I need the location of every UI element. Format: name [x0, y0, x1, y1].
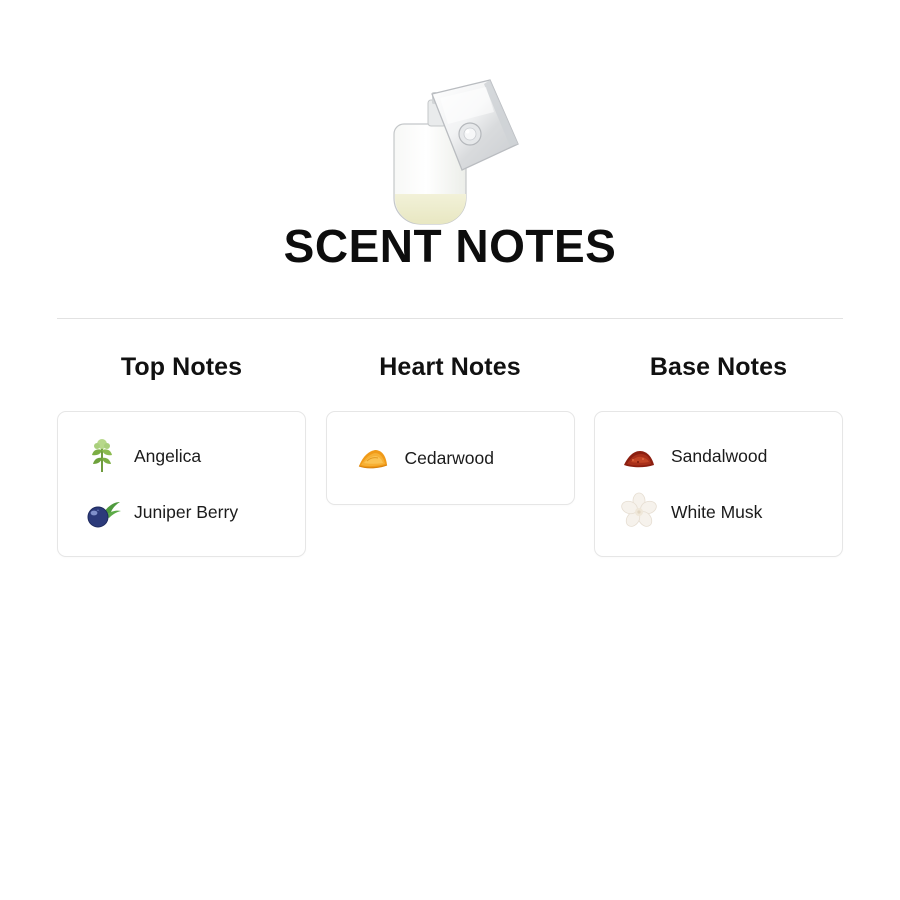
column-base-notes: [594, 353, 843, 557]
note-label: Angelica: [134, 445, 202, 466]
cap-jewel-inner: [464, 128, 476, 140]
scent-notes-columns: [57, 319, 843, 557]
column-heart-notes: [326, 353, 575, 505]
herb-icon: [80, 434, 124, 478]
note-label: Juniper Berry: [134, 501, 239, 522]
note-item[interactable]: [327, 430, 574, 486]
product-image-container: [0, 0, 900, 210]
column-top-notes: [57, 353, 306, 557]
wood-shavings-icon: [351, 436, 395, 480]
notes-card-top: [57, 411, 306, 557]
note-item[interactable]: [58, 428, 305, 484]
note-item[interactable]: [595, 428, 842, 484]
berry-icon: [80, 490, 124, 534]
page-title: SCENT NOTES: [283, 220, 617, 272]
notes-card-heart: [326, 411, 575, 505]
note-item[interactable]: [58, 484, 305, 540]
cap-jewel-glint: [466, 130, 470, 134]
sandalwood-powder-icon: [617, 434, 661, 478]
note-label: White Musk: [671, 501, 763, 522]
note-item[interactable]: [595, 484, 842, 540]
note-label: Sandalwood: [671, 445, 768, 466]
notes-card-base: [594, 411, 843, 557]
column-title-top: Top Notes: [120, 353, 243, 382]
white-flower-icon: [617, 490, 661, 534]
column-title-heart: Heart Notes: [379, 353, 521, 382]
note-label: Cedarwood: [404, 447, 494, 468]
column-title-base: Base Notes: [649, 353, 788, 382]
